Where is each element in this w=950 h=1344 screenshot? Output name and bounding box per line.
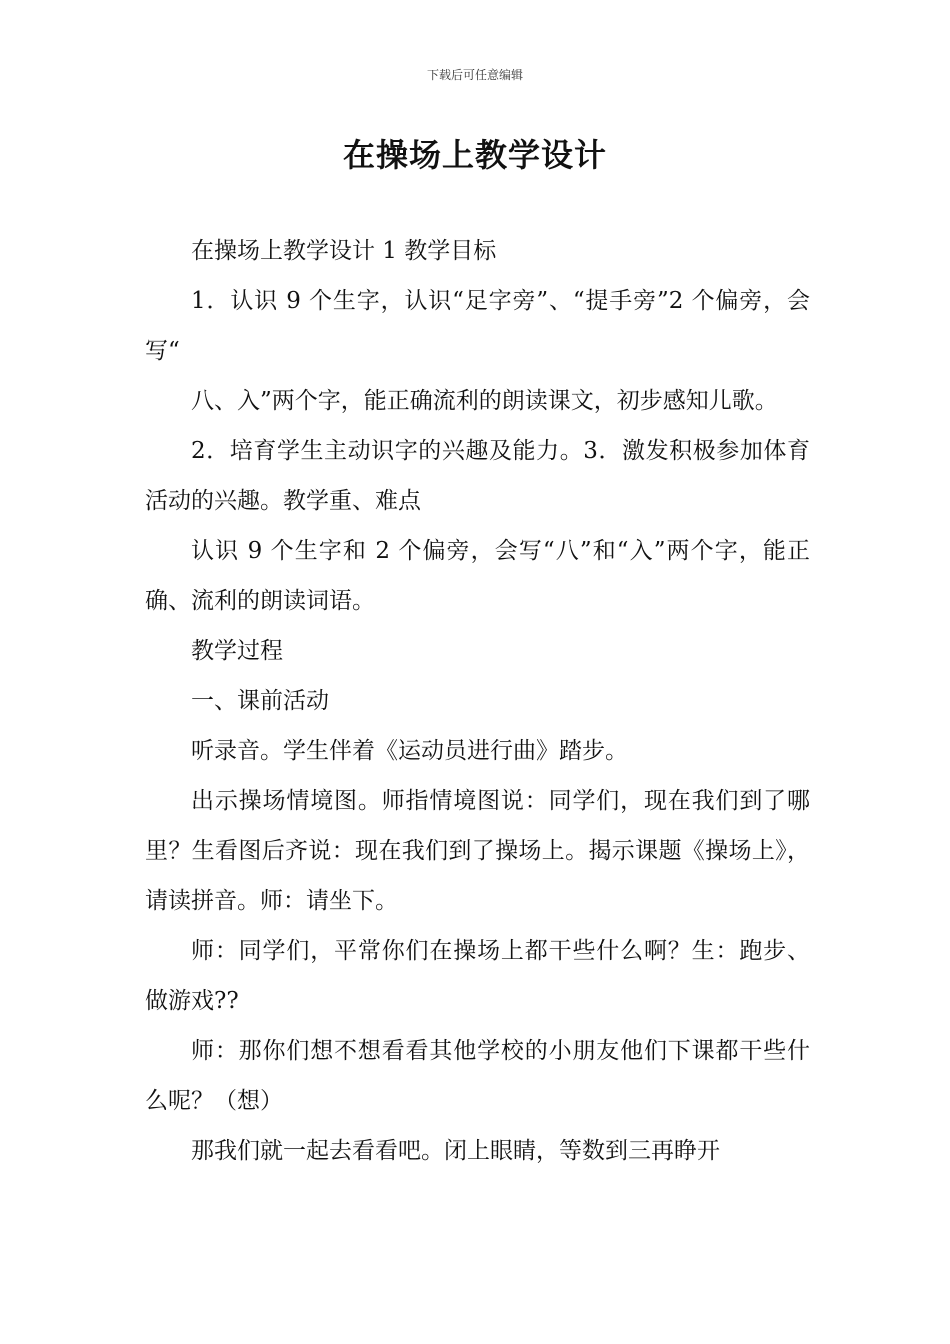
document-title: 在操场上教学设计 <box>342 136 607 174</box>
paragraph-section-1-heading: 一、课前活动 <box>191 688 329 714</box>
paragraph-show-picture: 出示操场情境图。师指情境图说：同学们，现在我们到了哪里？生看图后齐说：现在我们到了操场上。揭示课题《操场上》，请读拼音。师：请坐下。 <box>145 788 810 914</box>
document-body <box>145 226 810 1176</box>
paragraph-teacher-question: 师：同学们，平常你们在操场上都干些什么啊？生：跑步、做游戏?? <box>145 938 810 1014</box>
paragraph-listen-recording: 听录音。学生伴着《运动员进行曲》踏步。 <box>191 738 628 764</box>
paragraph-objective-1-cont: 八、入”两个字，能正确流利的朗读课文，初步感知儿歌。 <box>191 388 778 414</box>
paragraph-key-points: 认识 9 个生字和 2 个偏旁，会写“八”和“入”两个字，能正确、流利的朗读词语。 <box>145 538 810 614</box>
header-note: 下载后可任意编辑 <box>426 68 523 82</box>
paragraph-teacher-other-schools: 师：那你们想不想看看其他学校的小朋友他们下课都干些什么呢？（想） <box>145 1038 810 1114</box>
paragraph-objectives-heading: 在操场上教学设计 1 教学目标 <box>191 238 497 264</box>
paragraph-close-eyes: 那我们就一起去看看吧。闭上眼睛，等数到三再睁开 <box>191 1138 720 1164</box>
paragraph-objectives-2-3: 2．培育学生主动识字的兴趣及能力。3．激发积极参加体育活动的兴趣。教学重、难点 <box>145 438 810 514</box>
paragraph-objective-1: 1．认识 9 个生字，认识“足字旁”、“提手旁”2 个偏旁，会写“ <box>145 288 810 364</box>
paragraph-process-heading: 教学过程 <box>191 638 283 664</box>
